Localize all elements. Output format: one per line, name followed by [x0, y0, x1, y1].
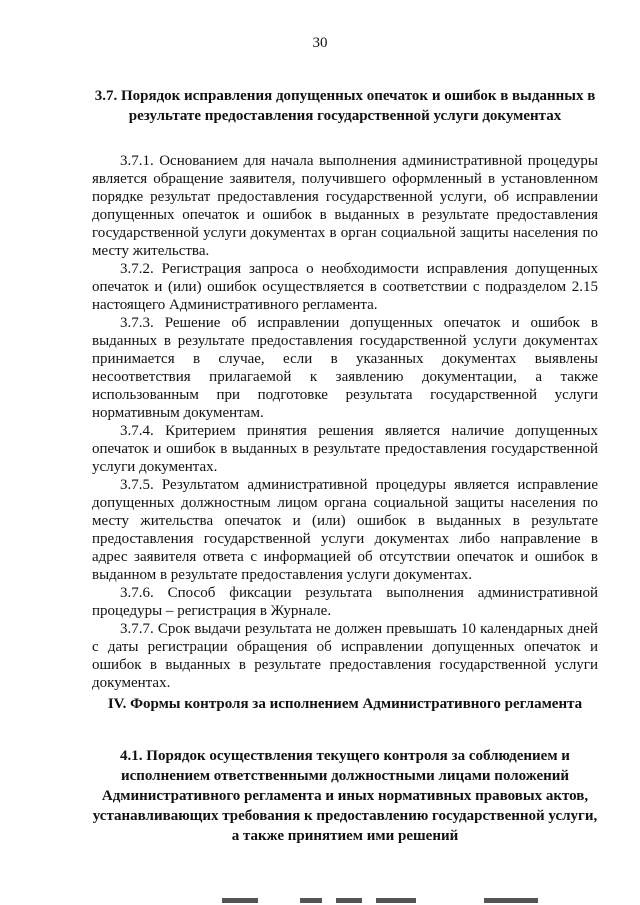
paragraph-3-7-4: 3.7.4. Критерием принятия решения является наличие допущенных опечаток и ошибок в выданных в результате предоставления государственной услуги документах. — [92, 423, 598, 475]
section-3-7-heading: 3.7. Порядок исправления допущенных опечаток и ошибок в выданных в результате предоставления государственной услуги документах — [94, 88, 596, 124]
scan-edge-marks — [0, 895, 640, 905]
paragraph-3-7-6: 3.7.6. Способ фиксации результата выполнения административной процедуры – регистрация в Журнале. — [92, 585, 598, 619]
paragraph-3-7-1: 3.7.1. Основанием для начала выполнения административной процедуры является обращение заявителя, получившего оформленный в установленном порядке результат предоставления государственной услуги, об исправлении допущенных опечаток и ошибок в выданных в результате предоставления государственной услуги документах в орган социальной защиты населения по месту жительства. — [92, 153, 598, 259]
paragraph-3-7-3: 3.7.3. Решение об исправлении допущенных опечаток и ошибок в выданных в результате предоставления государственной услуги документах принимается в случае, если в указанных документах выявлены несоответствия прилагаемой к заявлению документации, а также использованным при подготовке результата государственной услуги нормативным документам. — [92, 315, 598, 421]
section-4-heading: IV. Формы контроля за исполнением Административного регламента — [107, 696, 583, 712]
section-4-1-heading: 4.1. Порядок осуществления текущего контроля за соблюдением и исполнением ответственными должностными лицами положений Административного регламента и иных нормативных правовых актов, устанавливающих требования к предоставлению государственной услуги, а также принятием ими решений — [92, 748, 598, 844]
paragraph-3-7-7: 3.7.7. Срок выдачи результата не должен превышать 10 календарных дней с даты регистрации обращения об исправлении допущенных опечаток и ошибок в выданных в результате предоставления государственной услуги документах. — [92, 621, 598, 691]
section-3-7-body — [92, 152, 598, 692]
paragraph-3-7-2: 3.7.2. Регистрация запроса о необходимости исправления допущенных опечаток и (или) ошибок осуществляется в соответствии с подразделом 2.15 настоящего Административного регламента. — [92, 261, 598, 313]
page-number: 30 — [312, 35, 328, 51]
paragraph-3-7-5: 3.7.5. Результатом административной процедуры является исправление допущенных должностным лицом органа социальной защиты населения по месту жительства опечаток и (или) ошибок в выданных в результате предоставления государственной услуги документах либо направление в адрес заявителя ответа с информацией об отсутствии опечаток и ошибок в выданном в результате предоставления услуги документах. — [92, 477, 598, 583]
